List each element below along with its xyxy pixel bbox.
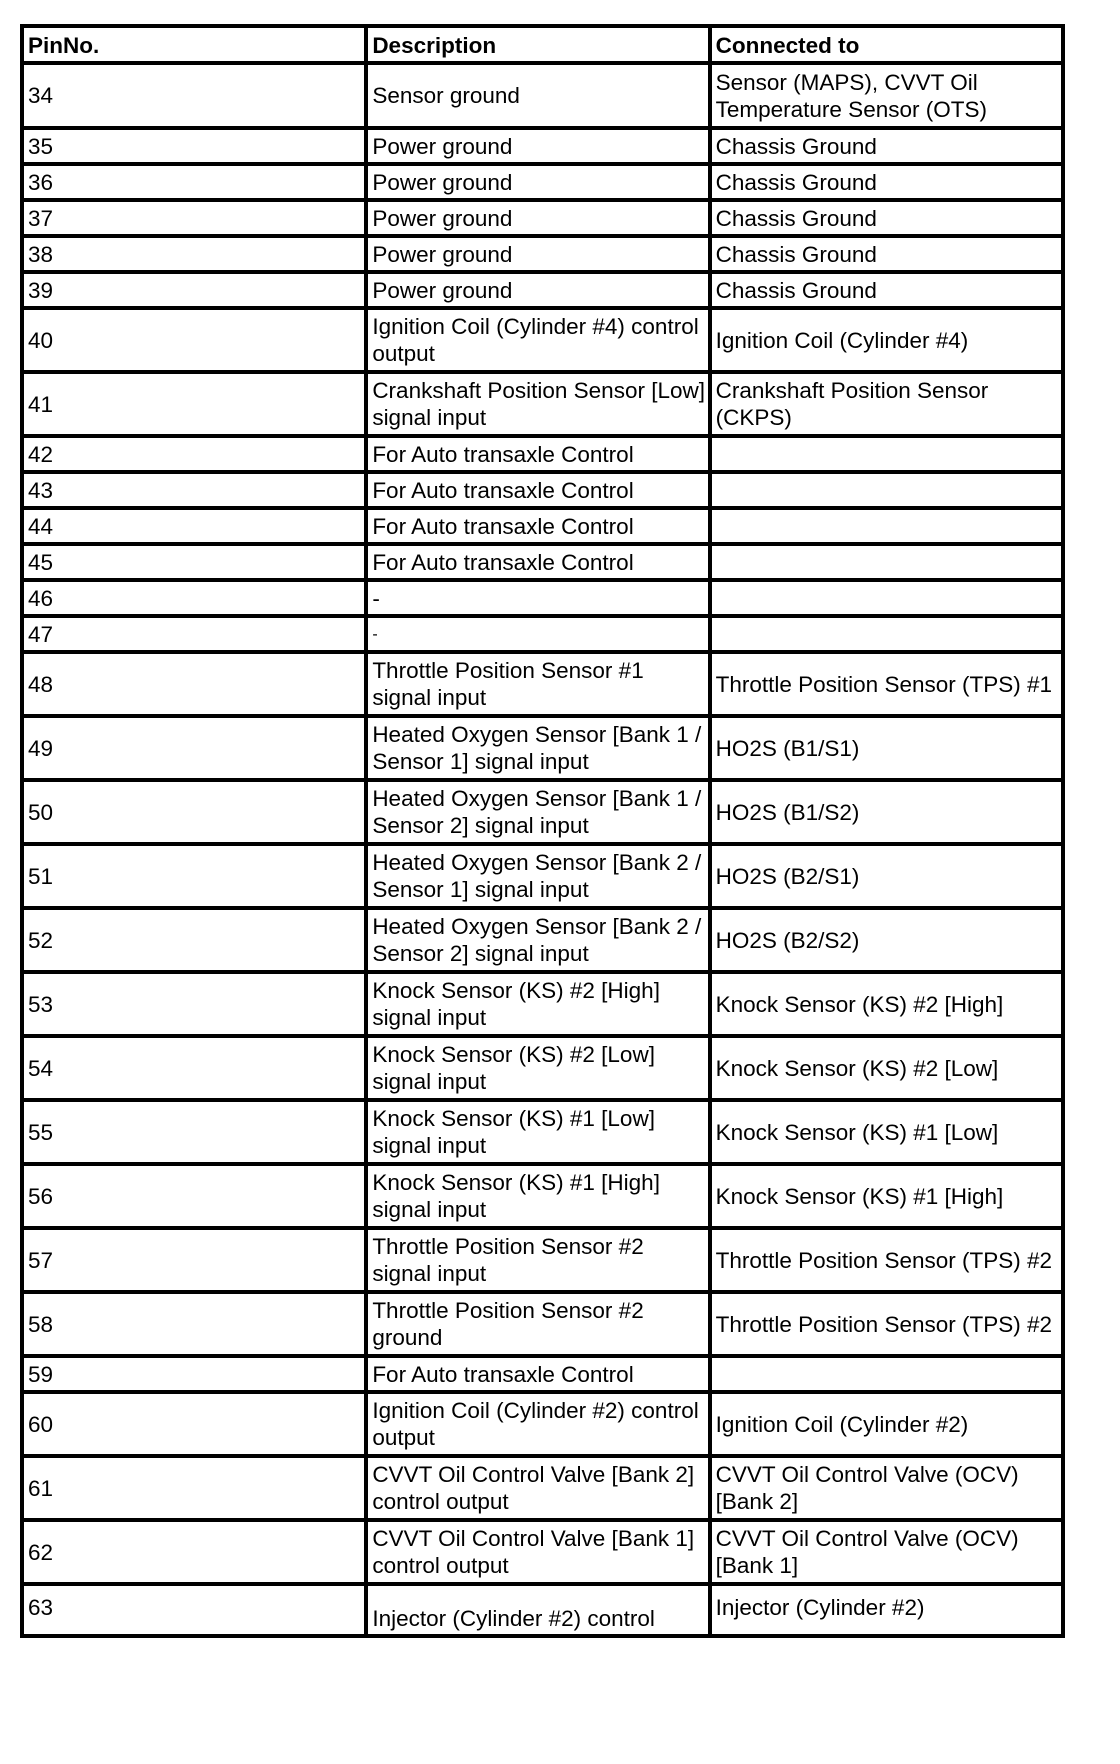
table-body <box>22 63 1063 1636</box>
connected-cell <box>710 544 1063 580</box>
description-cell: For Auto transaxle Control <box>366 544 709 580</box>
description-cell <box>366 1584 709 1636</box>
connected-cell: Knock Sensor (KS) #2 [Low] <box>710 1036 1063 1100</box>
description-cell: Crankshaft Position Sensor [Low] signal input <box>366 372 709 436</box>
connected-cell: Chassis Ground <box>710 200 1063 236</box>
description-cell: Throttle Position Sensor #2 ground <box>366 1292 709 1356</box>
pin-cell: 45 <box>22 544 366 580</box>
description-cell: Throttle Position Sensor #2 signal input <box>366 1228 709 1292</box>
pin-cell: 46 <box>22 580 366 616</box>
pin-cell: 35 <box>22 128 366 164</box>
connected-cell <box>710 1584 1063 1636</box>
pin-cell: 52 <box>22 908 366 972</box>
connected-cell <box>710 616 1063 652</box>
connected-cell: HO2S (B1/S2) <box>710 780 1063 844</box>
description-cell: CVVT Oil Control Valve [Bank 1] control output <box>366 1520 709 1584</box>
table-row <box>22 1584 1063 1636</box>
description-cell: Heated Oxygen Sensor [Bank 2 / Sensor 2] signal input <box>366 908 709 972</box>
pin-connector-table <box>20 24 1065 1638</box>
description-cell: Throttle Position Sensor #1 signal input <box>366 652 709 716</box>
connected-cell: Ignition Coil (Cylinder #2) <box>710 1392 1063 1456</box>
pin-cell: 47 <box>22 616 366 652</box>
pin-text: 63 <box>28 1594 54 1620</box>
table-header <box>22 26 1063 63</box>
connected-cell: Throttle Position Sensor (TPS) #2 <box>710 1228 1063 1292</box>
description-cell: Ignition Coil (Cylinder #4) control output <box>366 308 709 372</box>
table-row <box>22 1164 1063 1228</box>
description-cell: Power ground <box>366 164 709 200</box>
header-description: Description <box>366 26 709 63</box>
description-cell: Power ground <box>366 272 709 308</box>
description-cell: Heated Oxygen Sensor [Bank 2 / Sensor 1] signal input <box>366 844 709 908</box>
connected-cell: HO2S (B2/S1) <box>710 844 1063 908</box>
table-row <box>22 1100 1063 1164</box>
pin-cell: 57 <box>22 1228 366 1292</box>
pin-cell: 53 <box>22 972 366 1036</box>
header-row <box>22 26 1063 63</box>
pin-cell: 40 <box>22 308 366 372</box>
connected-cell: Chassis Ground <box>710 164 1063 200</box>
pin-cell: 59 <box>22 1356 366 1392</box>
description-cell: CVVT Oil Control Valve [Bank 2] control output <box>366 1456 709 1520</box>
description-cell: Ignition Coil (Cylinder #2) control output <box>366 1392 709 1456</box>
table-row <box>22 1036 1063 1100</box>
description-cell: Power ground <box>366 236 709 272</box>
description-cell: For Auto transaxle Control <box>366 436 709 472</box>
connected-text: Injector (Cylinder #2) <box>715 1594 925 1620</box>
table-row <box>22 272 1063 308</box>
table-row <box>22 1228 1063 1292</box>
table-row <box>22 200 1063 236</box>
connected-cell <box>710 472 1063 508</box>
connected-cell: Knock Sensor (KS) #1 [High] <box>710 1164 1063 1228</box>
connected-cell: Sensor (MAPS), CVVT Oil Temperature Sensor (OTS) <box>710 63 1063 128</box>
table-row <box>22 908 1063 972</box>
connected-cell: Knock Sensor (KS) #2 [High] <box>710 972 1063 1036</box>
description-cell: Knock Sensor (KS) #2 [High] signal input <box>366 972 709 1036</box>
table-row <box>22 544 1063 580</box>
connected-cell: Chassis Ground <box>710 272 1063 308</box>
connected-cell: Chassis Ground <box>710 128 1063 164</box>
description-cell: Sensor ground <box>366 63 709 128</box>
table-row <box>22 1392 1063 1456</box>
connected-cell: Throttle Position Sensor (TPS) #2 <box>710 1292 1063 1356</box>
table-row <box>22 436 1063 472</box>
table-row <box>22 236 1063 272</box>
pin-cell: 49 <box>22 716 366 780</box>
pin-cell <box>22 1584 366 1636</box>
table-row <box>22 972 1063 1036</box>
pin-cell: 55 <box>22 1100 366 1164</box>
table-row <box>22 844 1063 908</box>
connected-cell: HO2S (B2/S2) <box>710 908 1063 972</box>
pin-cell: 48 <box>22 652 366 716</box>
description-cell: Power ground <box>366 200 709 236</box>
connected-cell: Ignition Coil (Cylinder #4) <box>710 308 1063 372</box>
description-cell: Knock Sensor (KS) #1 [Low] signal input <box>366 1100 709 1164</box>
table-row <box>22 508 1063 544</box>
connected-cell: Chassis Ground <box>710 236 1063 272</box>
pin-cell: 44 <box>22 508 366 544</box>
connected-cell <box>710 436 1063 472</box>
table-row <box>22 1520 1063 1584</box>
table-row <box>22 652 1063 716</box>
table-row <box>22 1292 1063 1356</box>
connected-cell <box>710 1356 1063 1392</box>
description-cell: Heated Oxygen Sensor [Bank 1 / Sensor 2] signal input <box>366 780 709 844</box>
description-cell: Knock Sensor (KS) #2 [Low] signal input <box>366 1036 709 1100</box>
description-cell: Knock Sensor (KS) #1 [High] signal input <box>366 1164 709 1228</box>
pin-cell: 38 <box>22 236 366 272</box>
pin-cell: 56 <box>22 1164 366 1228</box>
pin-cell: 43 <box>22 472 366 508</box>
pin-cell: 34 <box>22 63 366 128</box>
table-row <box>22 372 1063 436</box>
description-cell: Power ground <box>366 128 709 164</box>
pin-cell: 41 <box>22 372 366 436</box>
table-row <box>22 1456 1063 1520</box>
table-row <box>22 616 1063 652</box>
table-row <box>22 1356 1063 1392</box>
pin-cell: 50 <box>22 780 366 844</box>
pin-cell: 42 <box>22 436 366 472</box>
table-row <box>22 780 1063 844</box>
description-cell: - <box>366 616 709 652</box>
connected-cell: Crankshaft Position Sensor (CKPS) <box>710 372 1063 436</box>
connected-cell <box>710 580 1063 616</box>
connected-cell: HO2S (B1/S1) <box>710 716 1063 780</box>
table-row <box>22 308 1063 372</box>
description-cell: - <box>366 580 709 616</box>
pin-cell: 54 <box>22 1036 366 1100</box>
pin-cell: 39 <box>22 272 366 308</box>
pin-cell: 58 <box>22 1292 366 1356</box>
table-row <box>22 580 1063 616</box>
connected-cell <box>710 508 1063 544</box>
description-cell: For Auto transaxle Control <box>366 1356 709 1392</box>
description-cell: For Auto transaxle Control <box>366 472 709 508</box>
connected-cell: Throttle Position Sensor (TPS) #1 <box>710 652 1063 716</box>
pin-cell: 62 <box>22 1520 366 1584</box>
pin-cell: 37 <box>22 200 366 236</box>
description-cell: Heated Oxygen Sensor [Bank 1 / Sensor 1] signal input <box>366 716 709 780</box>
header-pin-no: PinNo. <box>22 26 366 63</box>
pin-cell: 60 <box>22 1392 366 1456</box>
connected-cell: CVVT Oil Control Valve (OCV) [Bank 1] <box>710 1520 1063 1584</box>
description-cell: For Auto transaxle Control <box>366 508 709 544</box>
connected-cell: Knock Sensor (KS) #1 [Low] <box>710 1100 1063 1164</box>
table-row <box>22 63 1063 128</box>
connected-cell: CVVT Oil Control Valve (OCV) [Bank 2] <box>710 1456 1063 1520</box>
table-row <box>22 164 1063 200</box>
header-connected-to: Connected to <box>710 26 1063 63</box>
pin-cell: 51 <box>22 844 366 908</box>
pin-cell: 36 <box>22 164 366 200</box>
table-row <box>22 716 1063 780</box>
table-row <box>22 128 1063 164</box>
table-row <box>22 472 1063 508</box>
pin-cell: 61 <box>22 1456 366 1520</box>
description-text: Injector (Cylinder #2) control <box>372 1605 655 1631</box>
